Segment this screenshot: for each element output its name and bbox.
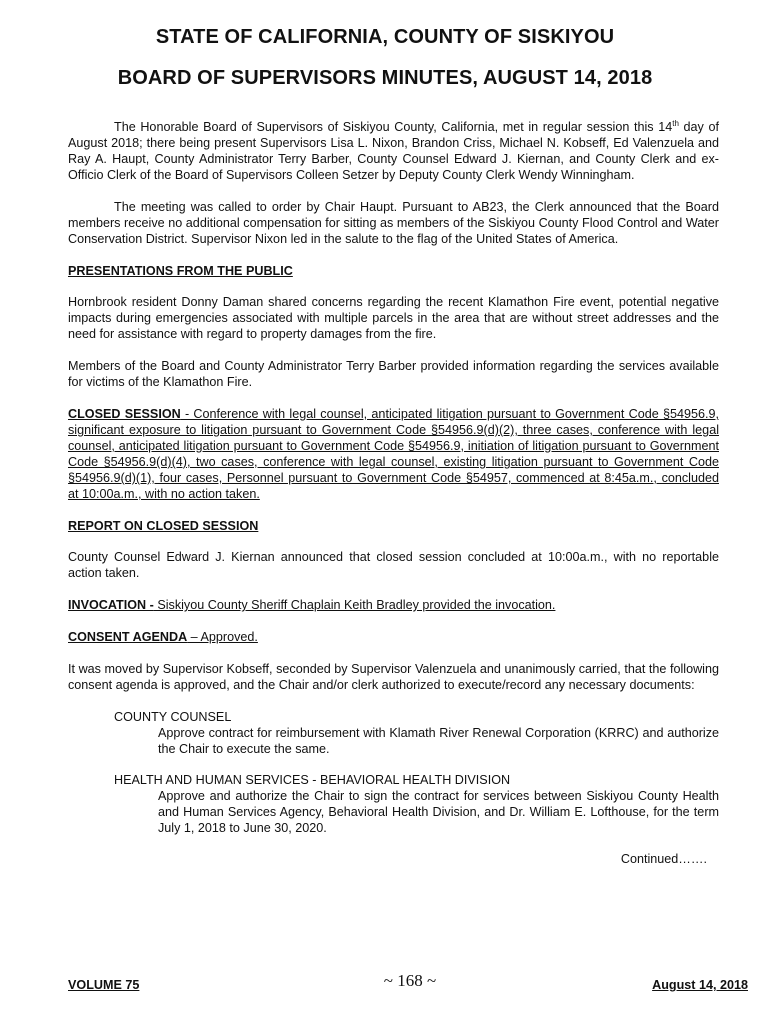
closed-session-label: CLOSED SESSION xyxy=(68,407,181,421)
presentations-heading: PRESENTATIONS FROM THE PUBLIC xyxy=(68,264,293,278)
intro-text-end: day of August 2018; there being present Supervisors Lisa L. Nixon, Brandon Criss, Michael N. Kobseff, Ed Valenzuela and Ray A. Haupt, County Administrator Terry Barber, County Counsel Edward J. Kiernan, and County Clerk and ex-Officio Clerk of the Board of Supervisors Colleen Setzer by Deputy County Clerk Wendy Winningham. xyxy=(68,120,719,182)
continued-note: Continued……. xyxy=(620,852,707,866)
report-paragraph: County Counsel Edward J. Kiernan announced that closed session concluded at 10:00a.m., with no reportable action taken. xyxy=(68,550,719,580)
invocation-label: INVOCATION - xyxy=(68,598,154,612)
presentations-paragraph-1: Hornbrook resident Donny Daman shared concerns regarding the recent Klamathon Fire event, potential negative impacts during emergencies associated with multiple parcels in the area that are without street addresses and the need for assistance with regard to property damages from the fire. xyxy=(68,295,719,341)
consent-item-text: Approve and authorize the Chair to sign the contract for services between Siskiyou County Health and Human Services Agency, Behavioral Health Division, and Dr. William E. Lofthouse, for the term July 1, 2018 to June 30, 2020. xyxy=(158,789,719,835)
footer-date: August 14, 2018 xyxy=(652,978,748,992)
intro-paragraph-call-to-order: The meeting was called to order by Chair Haupt. Pursuant to AB23, the Clerk announced that the Board members receive no additional compensation for sitting as members of the Siskiyou County Flood Control and Water Conservation District. Supervisor Nixon led in the salute to the flag of the United States of America. xyxy=(68,200,719,246)
footer-volume: VOLUME 75 xyxy=(68,978,140,992)
consent-agenda-heading xyxy=(68,629,719,645)
consent-agenda-label: CONSENT AGENDA xyxy=(68,630,188,644)
consent-agenda-status: – Approved. xyxy=(187,630,258,644)
consent-item-health-human-services xyxy=(114,772,719,836)
intro-text-start: The Honorable Board of Supervisors of Siskiyou County, California, met in regular session this 14 xyxy=(114,120,673,134)
page-footer xyxy=(0,971,770,995)
report-heading: REPORT ON CLOSED SESSION xyxy=(68,519,259,533)
consent-motion-paragraph: It was moved by Supervisor Kobseff, seconded by Supervisor Valenzuela and unanimously carried, that the following consent agenda is approved, and the Chair and/or clerk authorized to execute/record any necessary documents: xyxy=(68,662,719,692)
consent-item-text: Approve contract for reimbursement with Klamath River Renewal Corporation (KRRC) and authorize the Chair to execute the same. xyxy=(158,726,719,756)
intro-paragraph-attendance xyxy=(68,119,719,183)
footer-page-number: ~ 168 ~ xyxy=(383,971,437,990)
closed-session-paragraph xyxy=(68,406,719,502)
consent-item-department: COUNTY COUNSEL xyxy=(114,710,232,724)
minutes-body xyxy=(68,119,719,867)
document-title-line1: STATE OF CALIFORNIA, COUNTY OF SISKIYOU xyxy=(155,26,615,48)
ordinal-superscript: th xyxy=(672,118,679,128)
consent-item-county-counsel xyxy=(114,709,719,757)
invocation-text: Siskiyou County Sheriff Chaplain Keith Bradley provided the invocation. xyxy=(153,598,556,612)
consent-item-department: HEALTH AND HUMAN SERVICES - BEHAVIORAL HEALTH DIVISION xyxy=(114,773,511,787)
presentations-paragraph-2: Members of the Board and County Administrator Terry Barber provided information regarding the services available for victims of the Klamathon Fire. xyxy=(68,359,719,389)
closed-session-text: - Conference with legal counsel, anticipated litigation pursuant to Government Code §54956.9, significant exposure to litigation pursuant to Government Code §54956.9(d)(2), three cases, conference with legal counsel, anticipated litigation pursuant to Government Code §54956.9, initiation of litigation pursuant to Government Code §54956.9(d)(4), two cases, conference with legal counsel, existing litigation pursuant to Government Code §54956.9(d)(1), four cases, Personnel pursuant to Government Code §54957, commenced at 8:45a.m., concluded at 10:00a.m., with no action taken. xyxy=(68,407,719,501)
document-title-line2: BOARD OF SUPERVISORS MINUTES, AUGUST 14, 2018 xyxy=(117,67,653,89)
invocation-paragraph xyxy=(68,597,719,613)
